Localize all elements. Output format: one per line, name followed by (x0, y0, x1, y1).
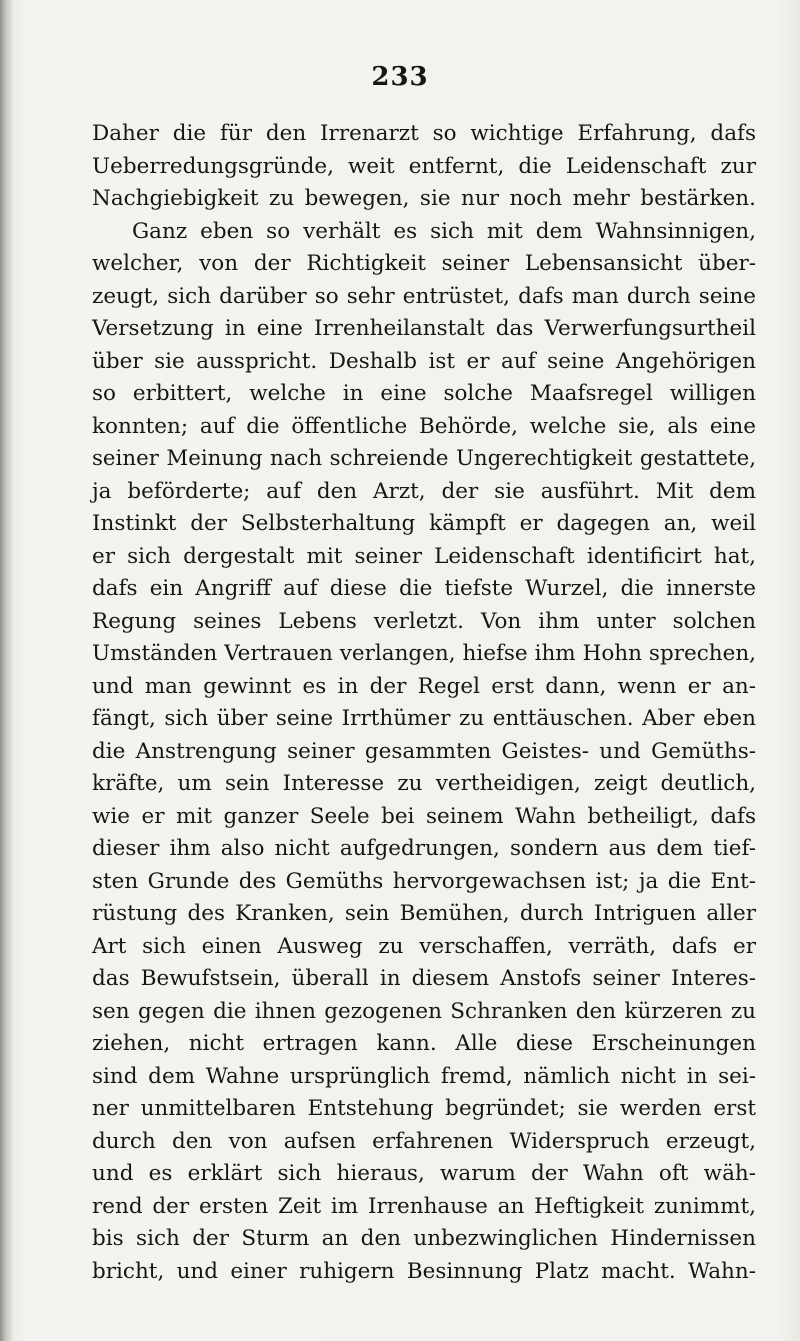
text-line: das Bewufstsein, überall in diesem Anstofs seiner Interes- (92, 966, 756, 991)
page-binding-edge (0, 0, 14, 1341)
text-line: Ganz eben so verhält es sich mit dem Wahnsinnigen, (132, 218, 756, 244)
text-line: wie er mit ganzer Seele bei seinem Wahn betheiligt, dafs (92, 803, 756, 829)
body-text (92, 118, 756, 1288)
text-line: rüstung des Kranken, sein Bemühen, durch Intriguen aller (92, 901, 756, 926)
text-line: und es erklärt sich hieraus, warum der Wahn oft wäh- (92, 1161, 756, 1186)
text-line: bricht, und einer ruhigern Besinnung Platz macht. Wahn- (92, 1258, 756, 1284)
text-line: dafs ein Angriff auf diese die tiefste Wurzel, die innerste (92, 576, 756, 601)
text-line: so erbittert, welche in eine solche Maafsregel willigen (92, 381, 756, 406)
text-line: Regung seines Lebens verletzt. Von ihm unter solchen (92, 608, 756, 634)
text-line: bis sich der Sturm an den unbezwinglichen Hindernissen (92, 1226, 756, 1251)
text-line: ner unmittelbaren Entstehung begründet; sie werden erst (92, 1096, 756, 1121)
text-line: sten Grunde des Gemüths hervorgewachsen ist; ja die Ent- (92, 868, 756, 894)
text-line: über sie ausspricht. Deshalb ist er auf seine Angehörigen (92, 348, 756, 374)
text-line: konnten; auf die öffentliche Behörde, welche sie, als eine (92, 413, 756, 439)
text-line: ziehen, nicht ertragen kann. Alle diese Erscheinungen (92, 1031, 756, 1056)
text-line: dieser ihm also nicht aufgedrungen, sondern aus dem tief- (92, 836, 756, 861)
text-line: zeugt, sich darüber so sehr entrüstet, dafs man durch seine (92, 283, 756, 309)
text-line: rend der ersten Zeit im Irrenhause an Heftigkeit zunimmt, (92, 1193, 756, 1219)
text-line: Art sich einen Ausweg zu verschaffen, verräth, dafs er (92, 933, 756, 959)
text-line: Daher die für den Irrenarzt so wichtige Erfahrung, dafs (92, 121, 756, 146)
text-line: Instinkt der Selbsterhaltung kämpft er dagegen an, weil (92, 511, 756, 536)
text-line: ja beförderte; auf den Arzt, der sie ausführt. Mit dem (92, 478, 756, 504)
text-line: und man gewinnt es in der Regel erst dann, wenn er an- (92, 673, 756, 699)
text-line: Versetzung in eine Irrenheilanstalt das Verwerfungsurtheil (92, 316, 756, 341)
text-line: fängt, sich über seine Irrthümer zu enttäuschen. Aber eben (92, 706, 756, 731)
text-line: durch den von aufsen erfahrenen Widerspruch erzeugt, (92, 1128, 756, 1154)
text-line: die Anstrengung seiner gesammten Geistes- und Gemüths- (92, 738, 756, 764)
text-line: Ueberredungsgründe, weit entfernt, die Leidenschaft zur (92, 153, 756, 179)
text-line: er sich dergestalt mit seiner Leidenschaft identificirt hat, (92, 543, 756, 569)
text-line: sind dem Wahne ursprünglich fremd, nämlich nicht in sei- (92, 1063, 756, 1089)
text-line: Umständen Vertrauen verlangen, hiefse ihm Hohn sprechen, (92, 641, 756, 666)
text-line: kräfte, um sein Interesse zu vertheidigen, zeigt deutlich, (92, 771, 756, 796)
text-line: welcher, von der Richtigkeit seiner Lebensansicht über- (92, 251, 756, 276)
page-number: 233 (371, 62, 429, 92)
text-line: seiner Meinung nach schreiende Ungerechtigkeit gestattete, (92, 446, 756, 471)
text-line: Nachgiebigkeit zu bewegen, sie nur noch mehr bestärken. (92, 186, 756, 211)
text-line: sen gegen die ihnen gezogenen Schranken den kürzeren zu (92, 998, 756, 1024)
